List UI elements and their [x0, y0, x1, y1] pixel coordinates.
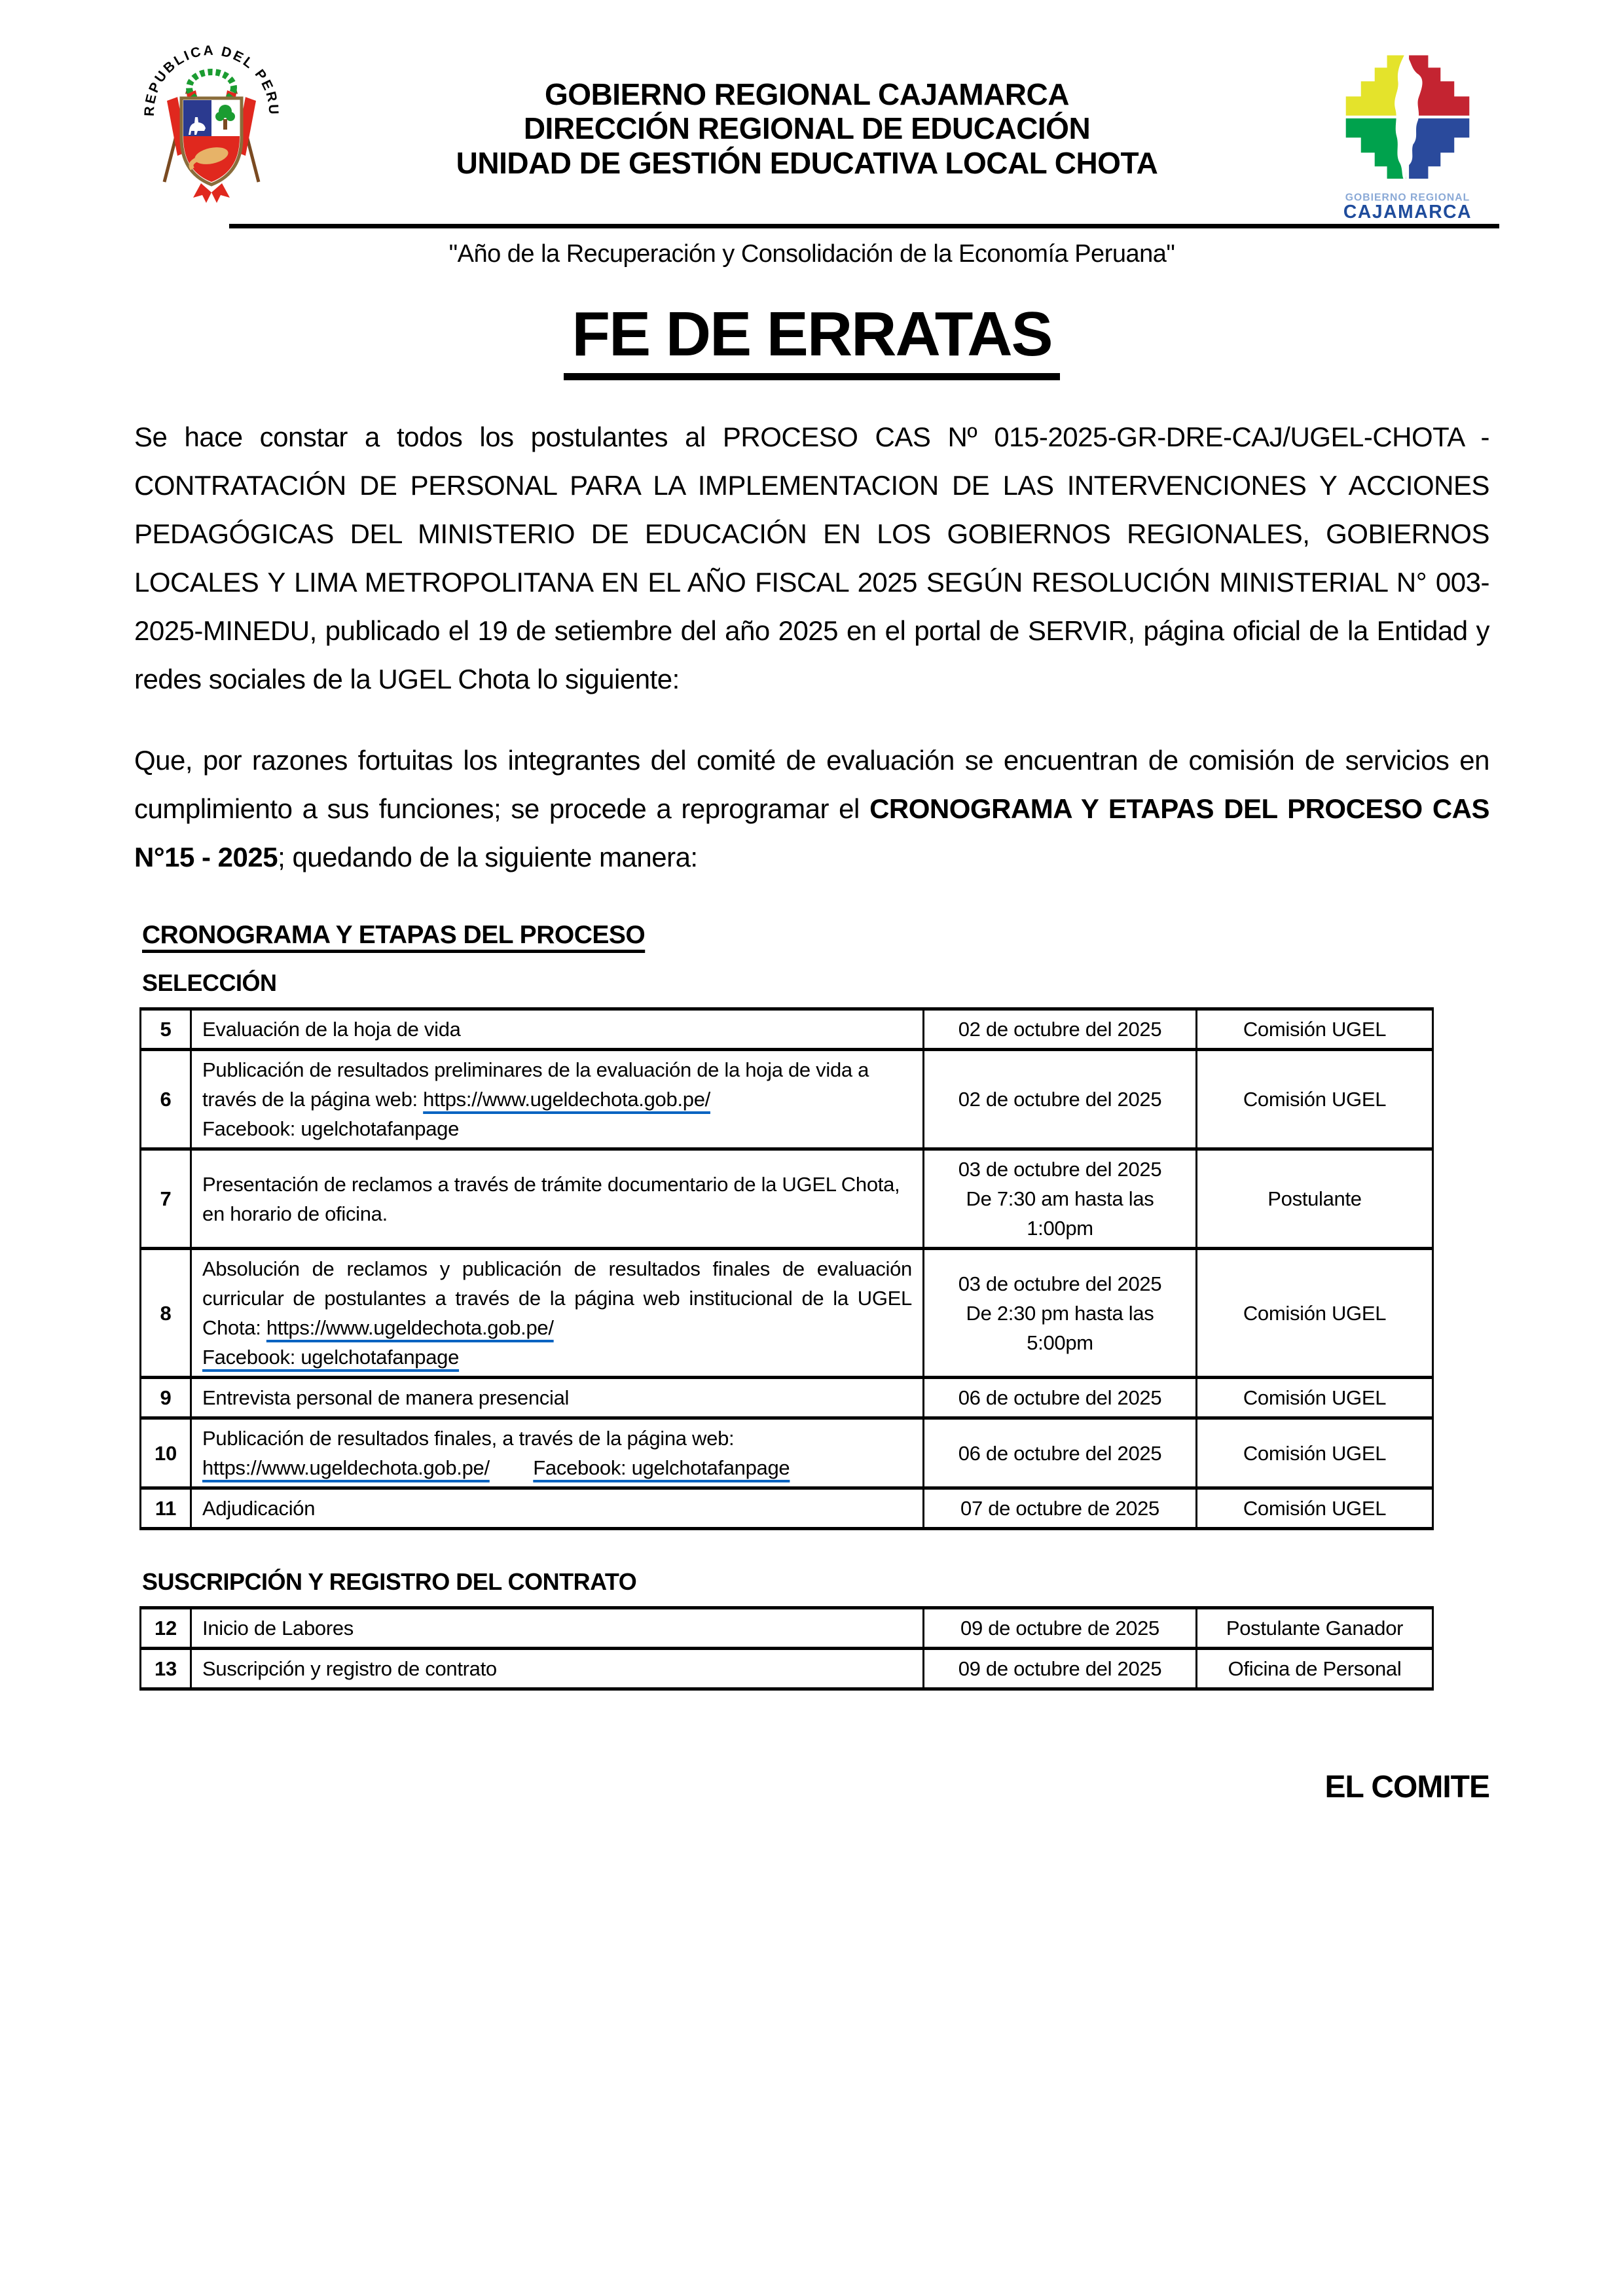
table-row: [141, 1608, 1433, 1649]
text-segment: Presentación de reclamos a través de trámite documentario de la UGEL Chota, en horario de oficina.: [202, 1172, 900, 1225]
signature: EL COMITE: [1324, 1770, 1489, 1804]
row-date: 09 de octubre de 2025: [924, 1608, 1197, 1649]
text-segment: Absolución de reclamos y publicación de resultados finales de evaluación curricular de postulantes a través de la página web institucional de la UGEL Chota:: [202, 1257, 912, 1339]
peru-coat-of-arms-logo: [134, 26, 288, 204]
text-segment: Adjudicación: [202, 1497, 316, 1520]
row-description: [191, 1608, 924, 1649]
schedule-table-contrato: [139, 1606, 1434, 1691]
row-number: 6: [141, 1050, 191, 1149]
row-description: [191, 1009, 924, 1050]
schedule-table-seleccion: [139, 1007, 1434, 1530]
year-motto: "Año de la Recuperación y Consolidación de la Economía Peruana": [448, 240, 1175, 268]
row-date: 06 de octubre del 2025: [924, 1378, 1197, 1418]
cajamarca-regional-logo: [1326, 48, 1489, 221]
row-number: 8: [141, 1249, 191, 1378]
text-segment: Entrevista personal de manera presencial: [202, 1386, 570, 1409]
document-title: FE DE ERRATAS: [564, 298, 1059, 380]
org-line-3: UNIDAD DE GESTIÓN EDUCATIVA LOCAL CHOTA: [456, 145, 1158, 180]
table-row: [141, 1009, 1433, 1050]
intro-p2-bold: CRONOGRAMA Y ETAPAS DEL PROCESO CAS N°15 - 2025: [134, 793, 1489, 872]
table-row: [141, 1418, 1433, 1488]
logo-caption-line1: GOBIERNO REGIONAL: [1345, 192, 1470, 204]
header-org-lines: [288, 26, 1326, 180]
row-date: 09 de octubre del 2025: [924, 1649, 1197, 1689]
row-date: 06 de octubre del 2025: [924, 1418, 1197, 1488]
table-row: [141, 1649, 1433, 1689]
row-responsible: Comisión UGEL: [1197, 1418, 1433, 1488]
table-row: [141, 1488, 1433, 1529]
table-row: [141, 1149, 1433, 1249]
row-description: [191, 1050, 924, 1149]
row-responsible: Oficina de Personal: [1197, 1649, 1433, 1689]
text-segment: Suscripción y registro de contrato: [202, 1657, 497, 1680]
section-label-contrato: SUSCRIPCIÓN Y REGISTRO DEL CONTRATO: [142, 1568, 637, 1595]
text-segment: Publicación de resultados preliminares de la evaluación de la hoja de vida a través de la página web:: [202, 1058, 869, 1111]
row-responsible: Comisión UGEL: [1197, 1488, 1433, 1529]
seal-caption: REPUBLICA DEL PERU: [141, 43, 282, 117]
logo-caption-line2: CAJAMARCA: [1343, 200, 1472, 221]
table-row: [141, 1050, 1433, 1149]
title-container: [134, 298, 1489, 380]
row-description: [191, 1649, 924, 1689]
row-description: [191, 1249, 924, 1378]
text-segment: Facebook: ugelchotafanpage: [202, 1117, 460, 1140]
row-number: 12: [141, 1608, 191, 1649]
row-date: 07 de octubre de 2025: [924, 1488, 1197, 1529]
intro-paragraph-2: [134, 736, 1489, 882]
row-description: [191, 1149, 924, 1249]
row-description: [191, 1488, 924, 1529]
link[interactable]: https://www.ugeldechota.gob.pe/: [202, 1456, 490, 1479]
row-responsible: Comisión UGEL: [1197, 1009, 1433, 1050]
row-date: 02 de octubre del 2025: [924, 1050, 1197, 1149]
link[interactable]: Facebook: ugelchotafanpage: [533, 1456, 790, 1479]
intro-p2-text-before: Que, por razones fortuitas los integrantes del comité de evaluación se encuentran de comisión de servicios en cumplimiento a sus funciones; se procede a reprogramar el: [134, 745, 1489, 824]
text-segment: Inicio de Labores: [202, 1617, 354, 1640]
row-number: 9: [141, 1378, 191, 1418]
row-number: 10: [141, 1418, 191, 1488]
org-line-1: GOBIERNO REGIONAL CAJAMARCA: [545, 77, 1069, 111]
text-segment: [490, 1456, 534, 1479]
header: [134, 26, 1489, 221]
text-segment: Publicación de resultados finales, a través de la página web:: [202, 1427, 735, 1450]
section-label-seleccion: SELECCIÓN: [142, 969, 277, 996]
row-responsible: Postulante: [1197, 1149, 1433, 1249]
intro-paragraph-1: Se hace constar a todos los postulantes al PROCESO CAS Nº 015-2025-GR-DRE-CAJ/UGEL-CHOTA - CONTRATACIÓN DE PERSONAL PARA LA IMPLEMENTACION DE LAS INTERVENCIONES Y ACCIONES PEDAGÓGICAS DEL MINISTERIO DE EDUCACIÓN EN LOS GOBIERNOS REGIONALES, GOBIERNOS LOCALES Y LIMA METROPOLITANA EN EL AÑO FISCAL 2025 SEGÚN RESOLUCIÓN MINISTERIAL N° 003-2025-MINEDU, publicado el 19 de setiembre del año 2025 en el portal de SERVIR, página oficial de la Entidad y redes sociales de la UGEL Chota lo siguiente:: [134, 422, 1489, 694]
table-row: [141, 1378, 1433, 1418]
row-description: [191, 1378, 924, 1418]
intro-p2-text-after: ; quedando de la siguiente manera:: [278, 842, 698, 872]
row-responsible: Postulante Ganador: [1197, 1608, 1433, 1649]
text-segment: Evaluación de la hoja de vida: [202, 1018, 461, 1041]
schedule-heading: CRONOGRAMA Y ETAPAS DEL PROCESO: [142, 921, 646, 949]
row-description: [191, 1418, 924, 1488]
header-divider: [229, 224, 1499, 228]
link[interactable]: Facebook: ugelchotafanpage: [202, 1346, 460, 1369]
row-responsible: Comisión UGEL: [1197, 1378, 1433, 1418]
row-responsible: Comisión UGEL: [1197, 1050, 1433, 1149]
table-row: [141, 1249, 1433, 1378]
org-line-2: DIRECCIÓN REGIONAL DE EDUCACIÓN: [523, 111, 1091, 146]
row-date: 02 de octubre del 2025: [924, 1009, 1197, 1050]
shield-icon: [181, 98, 242, 185]
row-date: 03 de octubre del 2025 De 7:30 am hasta las 1:00pm: [924, 1149, 1197, 1249]
row-number: 11: [141, 1488, 191, 1529]
link[interactable]: https://www.ugeldechota.gob.pe/: [266, 1316, 554, 1339]
chakana-blue-quadrant: [1409, 118, 1469, 179]
row-responsible: Comisión UGEL: [1197, 1249, 1433, 1378]
row-number: 5: [141, 1009, 191, 1050]
link[interactable]: https://www.ugeldechota.gob.pe/: [423, 1088, 710, 1111]
row-number: 7: [141, 1149, 191, 1249]
row-number: 13: [141, 1649, 191, 1689]
row-date: 03 de octubre del 2025 De 2:30 pm hasta las 5:00pm: [924, 1249, 1197, 1378]
